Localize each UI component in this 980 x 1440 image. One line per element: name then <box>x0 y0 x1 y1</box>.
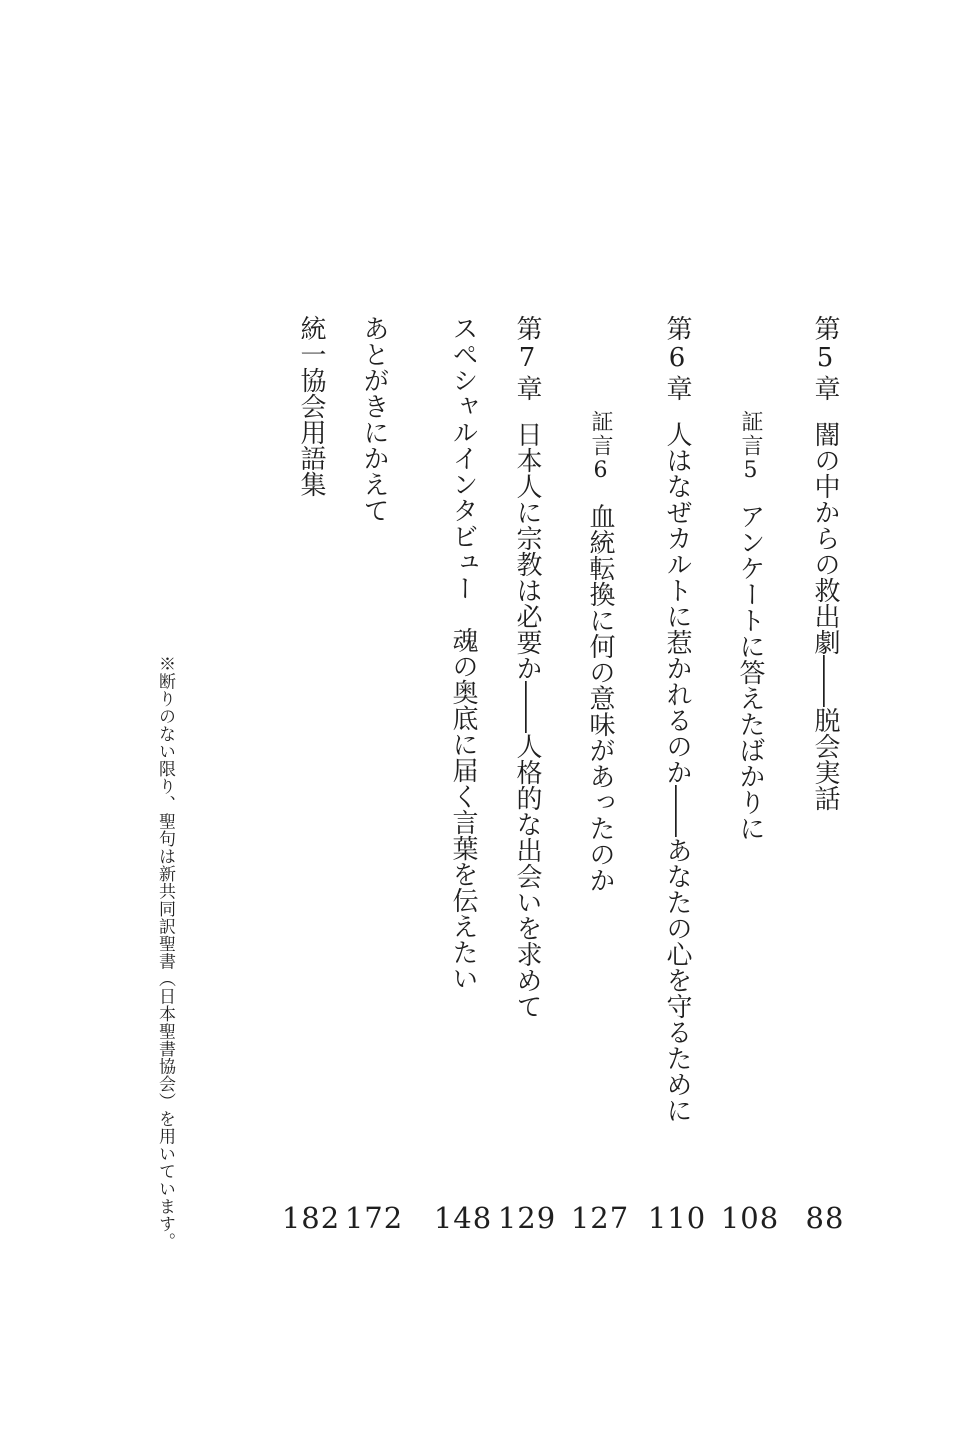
entry-title: 血統転換に何の意味があったのか <box>585 503 615 893</box>
toc-entry-chapter-6 <box>664 315 690 1123</box>
testimony-label <box>738 410 763 485</box>
chapter-suffix: 章 <box>810 375 840 403</box>
entry-title: 日本人に宗教は必要か――人格的な出会いを求めて <box>512 421 542 1019</box>
chapter-label <box>512 315 542 403</box>
toc-entry-chapter-7 <box>514 315 540 1019</box>
page-number-glossary: 182 <box>281 1201 341 1235</box>
entry-title: 闇の中からの救出劇――脱会実話 <box>810 421 840 811</box>
page-number-special-interview: 148 <box>433 1201 493 1235</box>
page-number-chapter-6: 110 <box>647 1201 707 1235</box>
testimony-label <box>588 410 613 485</box>
entry-title: アンケートに答えたばかりに <box>735 503 765 841</box>
toc-entry-special-interview <box>450 315 476 991</box>
testimony-number: 6 <box>588 458 613 485</box>
entry-title: 人はなぜカルトに惹かれるのか――あなたの心を守るために <box>662 421 692 1123</box>
chapter-prefix: 第 <box>662 315 692 343</box>
chapter-suffix: 章 <box>512 375 542 403</box>
testimony-prefix: 証言 <box>588 410 613 458</box>
toc-entry-testimony-5 <box>737 410 763 841</box>
toc-entry-afterword <box>361 315 387 523</box>
entry-title: スペシャルインタビュー 魂の奥底に届く言葉を伝えたい <box>448 315 478 991</box>
entry-title: あとがきにかえて <box>359 315 389 523</box>
testimony-prefix: 証言 <box>738 410 763 458</box>
page-number-chapter-7: 129 <box>497 1201 557 1235</box>
chapter-number: 7 <box>512 343 542 375</box>
entry-title: 統一協会用語集 <box>296 315 326 497</box>
toc-entry-chapter-5 <box>812 315 838 811</box>
page-number-testimony-5: 108 <box>720 1201 780 1235</box>
page-number-chapter-5: 88 <box>805 1201 845 1235</box>
toc-entry-testimony-6 <box>587 410 613 893</box>
chapter-label <box>810 315 840 403</box>
chapter-label <box>662 315 692 403</box>
chapter-prefix: 第 <box>512 315 542 343</box>
chapter-number: 6 <box>662 343 692 375</box>
page-number-afterword: 172 <box>344 1201 404 1235</box>
chapter-number: 5 <box>810 343 840 375</box>
chapter-prefix: 第 <box>810 315 840 343</box>
testimony-number: 5 <box>738 458 763 485</box>
scripture-source-footnote: ※断りのない限り、聖句は新共同訳聖書（日本聖書協会）を用いています。 <box>155 655 175 1250</box>
page-number-testimony-6: 127 <box>570 1201 630 1235</box>
chapter-suffix: 章 <box>662 375 692 403</box>
toc-entry-glossary <box>298 315 324 497</box>
